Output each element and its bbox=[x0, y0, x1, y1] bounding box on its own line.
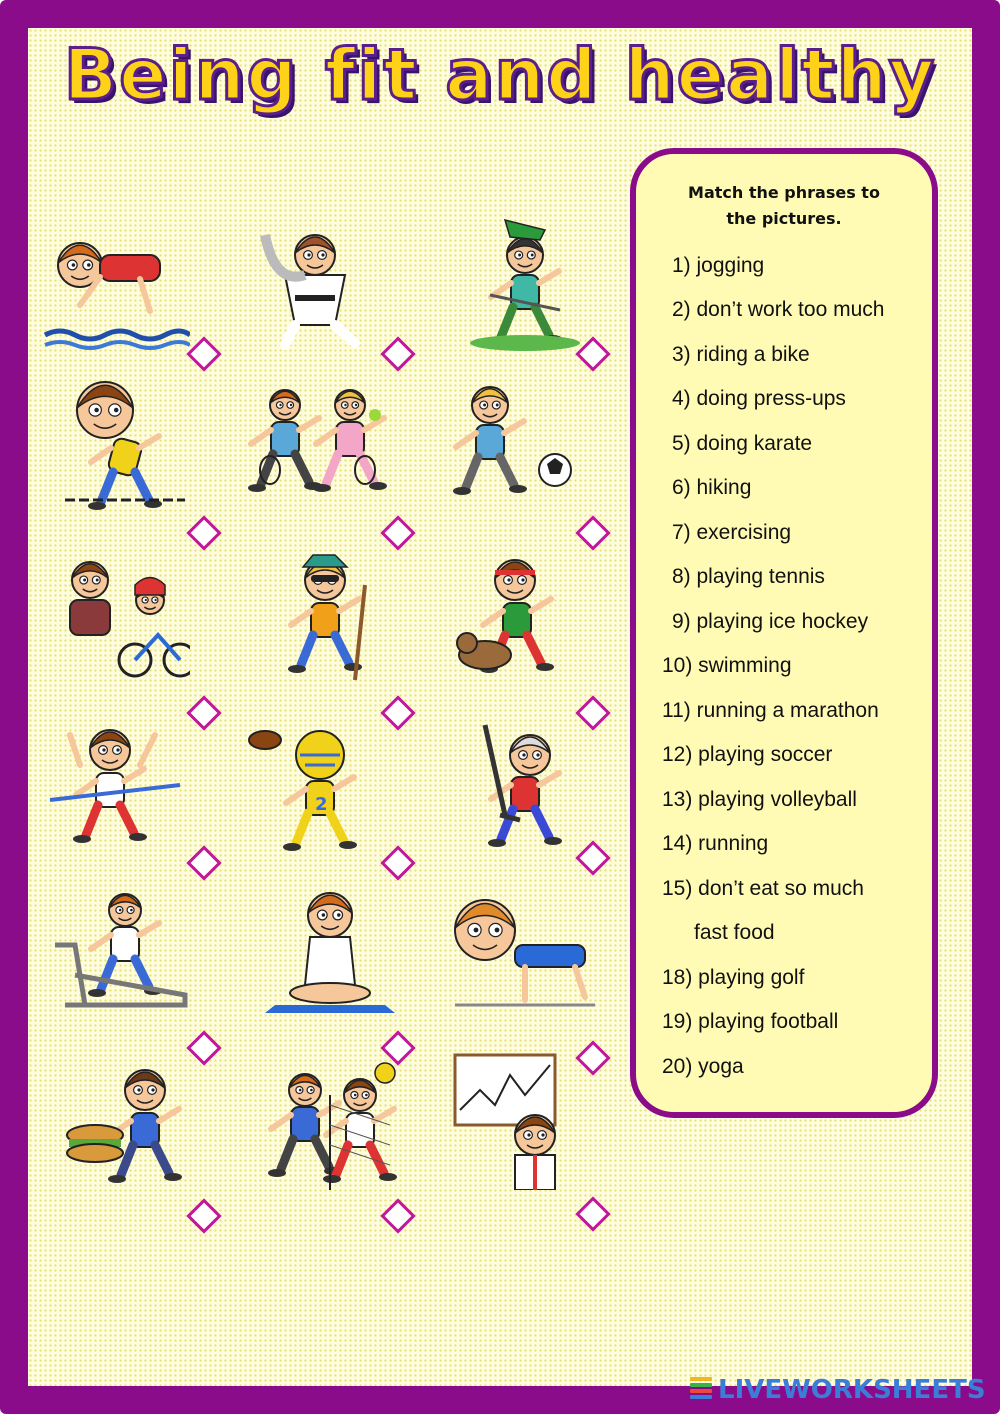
overworked-icon bbox=[440, 1050, 590, 1190]
page-title: Being fit and healthy bbox=[63, 34, 937, 116]
liveworksheets-logo bbox=[690, 1374, 986, 1406]
logo-mark-icon bbox=[690, 1377, 712, 1403]
phrase-item: 20) yoga bbox=[662, 1055, 744, 1078]
press-ups-icon bbox=[445, 875, 595, 1015]
karate-icon bbox=[245, 215, 395, 355]
answer-box[interactable] bbox=[186, 1198, 222, 1234]
bike-riding-icon bbox=[40, 545, 190, 685]
phrase-item: 1) jogging bbox=[672, 254, 765, 277]
answer-box[interactable] bbox=[186, 695, 222, 731]
phrase-item: 9) playing ice hockey bbox=[672, 610, 869, 633]
answer-box[interactable] bbox=[575, 840, 611, 876]
phrase-item: 8) playing tennis bbox=[672, 565, 825, 588]
phrase-item: 18) playing golf bbox=[662, 966, 805, 989]
answer-box[interactable] bbox=[380, 336, 416, 372]
tennis-players-icon bbox=[240, 370, 390, 510]
yoga-icon bbox=[255, 875, 405, 1015]
jogger-with-dog-icon bbox=[445, 545, 595, 685]
svg-text:2: 2 bbox=[315, 794, 328, 815]
phrase-item: 10) swimming bbox=[662, 654, 792, 677]
golfer-icon bbox=[450, 215, 600, 355]
instructions-line-2: the pictures. bbox=[726, 209, 842, 228]
hiker-icon bbox=[255, 545, 405, 685]
logo-text: LIVEWORKSHEETS bbox=[718, 1375, 986, 1405]
phrase-item: 3) riding a bike bbox=[672, 343, 810, 366]
phrase-item: 5) doing karate bbox=[672, 432, 813, 455]
ice-hockey-icon bbox=[445, 715, 595, 855]
runner-icon bbox=[45, 370, 195, 510]
phrase-panel bbox=[630, 148, 938, 1118]
answer-box[interactable] bbox=[186, 336, 222, 372]
marathon-finish-icon bbox=[40, 715, 190, 855]
soccer-player-icon bbox=[430, 370, 580, 510]
instructions-line-1: Match the phrases to bbox=[688, 183, 880, 202]
phrase-item: fast food bbox=[694, 921, 775, 944]
answer-box[interactable] bbox=[575, 336, 611, 372]
phrase-item: 13) playing volleyball bbox=[662, 788, 857, 811]
phrase-item: 14) running bbox=[662, 832, 769, 855]
volleyball-icon bbox=[250, 1055, 400, 1195]
phrase-item: 4) doing press-ups bbox=[672, 387, 846, 410]
instructions bbox=[636, 180, 932, 232]
phrase-item: 11) running a marathon bbox=[662, 699, 879, 722]
phrase-item: 15) don’t eat so much bbox=[662, 877, 864, 900]
phrase-item: 12) playing soccer bbox=[662, 743, 833, 766]
fast-food-icon bbox=[55, 1055, 205, 1195]
phrase-item: 6) hiking bbox=[672, 476, 752, 499]
phrase-item: 19) playing football bbox=[662, 1010, 839, 1033]
phrase-item: 7) exercising bbox=[672, 521, 792, 544]
swimmer-icon bbox=[40, 215, 190, 355]
answer-box[interactable] bbox=[380, 1198, 416, 1234]
american-football-icon bbox=[240, 715, 390, 855]
answer-box[interactable] bbox=[575, 1196, 611, 1232]
answer-box[interactable] bbox=[186, 515, 222, 551]
phrase-item: 2) don’t work too much bbox=[672, 298, 885, 321]
treadmill-icon bbox=[45, 875, 195, 1015]
